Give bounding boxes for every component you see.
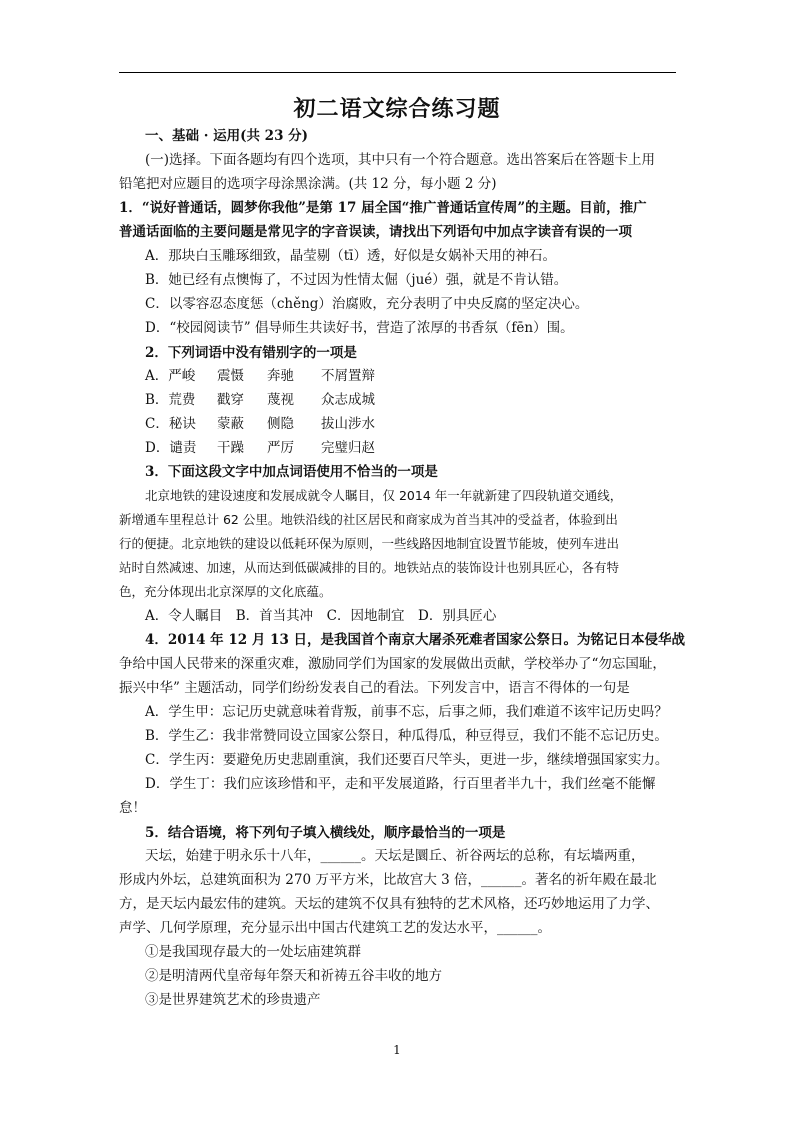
q2-word: 严厉 xyxy=(267,440,294,456)
q2-word: 震慑 xyxy=(217,368,244,384)
q2-word: 侧隐 xyxy=(267,416,294,432)
q5-para-2: 形成内外坛，总建筑面积为 270 万平方米，比故宫大 3 倍，______。著名的祈年殿在最北 xyxy=(119,872,657,888)
q3-stem: 3．下面这段文字中加点词语使用不恰当的一项是 xyxy=(145,464,438,480)
q3-para-1: 北京地铁的建设速度和发展成就令人瞩目，仅 2014 年一年就新建了四段轨道交通线， xyxy=(145,488,623,503)
q3-para-2: 新增通车里程总计 62 公里。地铁沿线的社区居民和商家成为首当其冲的受益者，体验到出 xyxy=(119,512,618,527)
q3-options: A．令人瞩目 B．首当其冲 C．因地制宜 D．别具匠心 xyxy=(145,608,497,624)
q2-word: 戳穿 xyxy=(217,392,244,408)
q2-word: 蒙蔽 xyxy=(217,416,244,432)
q3-para-3: 行的便捷。北京地铁的建设以低耗环保为原则，一些线路因地制宜设置节能坡，使列车进出 xyxy=(119,536,620,551)
page-number: 1 xyxy=(393,1043,401,1057)
q2-word: B．荒费 xyxy=(145,392,196,408)
q4-stem-2: 争给中国人民带来的深重灾难，激励同学们为国家的发展做出贡献，学校举办了“勿忘国耻， xyxy=(119,656,666,672)
header-rule xyxy=(119,72,676,73)
q2-word: D．谴责 xyxy=(145,440,197,456)
q4-option-b: B．学生乙：我非常赞同设立国家公祭日，种瓜得瓜，种豆得豆，我们不能不忘记历史。 xyxy=(145,728,668,744)
q2-option-b xyxy=(145,390,375,410)
q4-option-c: C．学生丙：要避免历史悲剧重演，我们还要百尺竿头，更进一步，继续增强国家实力。 xyxy=(145,752,669,768)
q4-option-d-1: D．学生丁：我们应该珍惜和平，走和平发展道路，行百里者半九十，我们丝毫不能懈 xyxy=(145,776,656,792)
q2-word: 奔驰 xyxy=(267,368,294,384)
q5-para-4: 声学、几何学原理，充分显示出中国古代建筑工艺的发达水平，______。 xyxy=(119,920,551,936)
q2-word: 蔑视 xyxy=(267,392,294,408)
q3-para-4: 站时自然减速、加速，从而达到低碳减排的目的。地铁站点的装饰设计也别具匠心，各有特 xyxy=(119,560,620,575)
q5-para-1: 天坛，始建于明永乐十八年，______。天坛是圜丘、祈谷两坛的总称，有坛墙两重， xyxy=(145,848,645,864)
q2-option-d xyxy=(145,438,375,458)
q4-option-a: A．学生甲：忘记历史就意味着背叛，前事不忘，后事之师，我们难道不该牢记历史吗？ xyxy=(145,704,668,720)
q1-option-c: C．以零容忍态度惩（chěng）治腐败，充分表明了中央反腐的坚定决心。 xyxy=(145,296,589,312)
q2-word: C．秘诀 xyxy=(145,416,196,432)
q1-stem-2: 普通话面临的主要问题是常见字的字音误读，请找出下列语句中加点字读音有误的一项 xyxy=(119,224,632,240)
instruction-line-1: (一)选择。下面各题均有四个选项，其中只有一个符合题意。选出答案后在答题卡上用 xyxy=(145,152,656,168)
q2-word: 干躁 xyxy=(217,440,244,456)
q2-option-c xyxy=(145,414,375,434)
q2-stem: 2．下列词语中没有错别字的一项是 xyxy=(145,345,357,361)
q2-word: 众志成城 xyxy=(321,392,375,408)
q2-word: 不屑置辩 xyxy=(321,368,375,384)
q4-option-d-2: 怠！ xyxy=(119,800,146,816)
page-title: 初二语文综合练习题 xyxy=(293,96,501,122)
q1-stem-1: 1．“说好普通话，圆梦你我他”是第 17 届全国“推广普通话宣传周”的主题。目前，推广 xyxy=(119,200,647,216)
q5-item-1: ①是我国现存最大的一处坛庙建筑群 xyxy=(145,944,361,960)
q4-stem-1: 4．2014 年 12 月 13 日，是我国首个南京大屠杀死难者国家公祭日。为铭记日本侵华战 xyxy=(145,632,686,648)
q1-option-b: B．她已经有点懊悔了，不过因为性情太倔（jué）强，就是不肯认错。 xyxy=(145,272,568,288)
q5-item-2: ②是明清两代皇帝每年祭天和祈祷五谷丰收的地方 xyxy=(145,968,442,984)
q2-word: A．严峻 xyxy=(145,368,196,384)
q2-option-a xyxy=(145,366,375,386)
q5-stem: 5．结合语境，将下列句子填入横线处，顺序最恰当的一项是 xyxy=(145,825,506,841)
q1-option-d: D．“校园阅读节” 倡导师生共读好书，营造了浓厚的书香氛（fēn）围。 xyxy=(145,320,574,336)
q2-word: 拔山涉水 xyxy=(321,416,375,432)
instruction-line-2: 铅笔把对应题目的选项字母涂黑涂满。(共 12 分，每小题 2 分) xyxy=(119,176,497,192)
q5-para-3: 方，是天坛内最宏伟的建筑。天坛的建筑不仅具有独特的艺术风格，还巧妙地运用了力学、 xyxy=(119,896,659,912)
q4-stem-3: 振兴中华” 主题活动，同学们纷纷发表自己的看法。下列发言中，语言不得体的一句是 xyxy=(119,680,630,696)
q5-item-3: ③是世界建筑艺术的珍贵遗产 xyxy=(145,992,321,1008)
q3-para-5: 色，充分体现出北京深厚的文化底蕴。 xyxy=(119,584,332,599)
q2-word: 完璧归赵 xyxy=(321,440,375,456)
q1-option-a: A．那块白玉雕琢细致，晶莹剔（tī）透，好似是女娲补天用的神石。 xyxy=(145,248,556,264)
section-heading: 一、基础 · 运用(共 23 分) xyxy=(145,128,309,144)
